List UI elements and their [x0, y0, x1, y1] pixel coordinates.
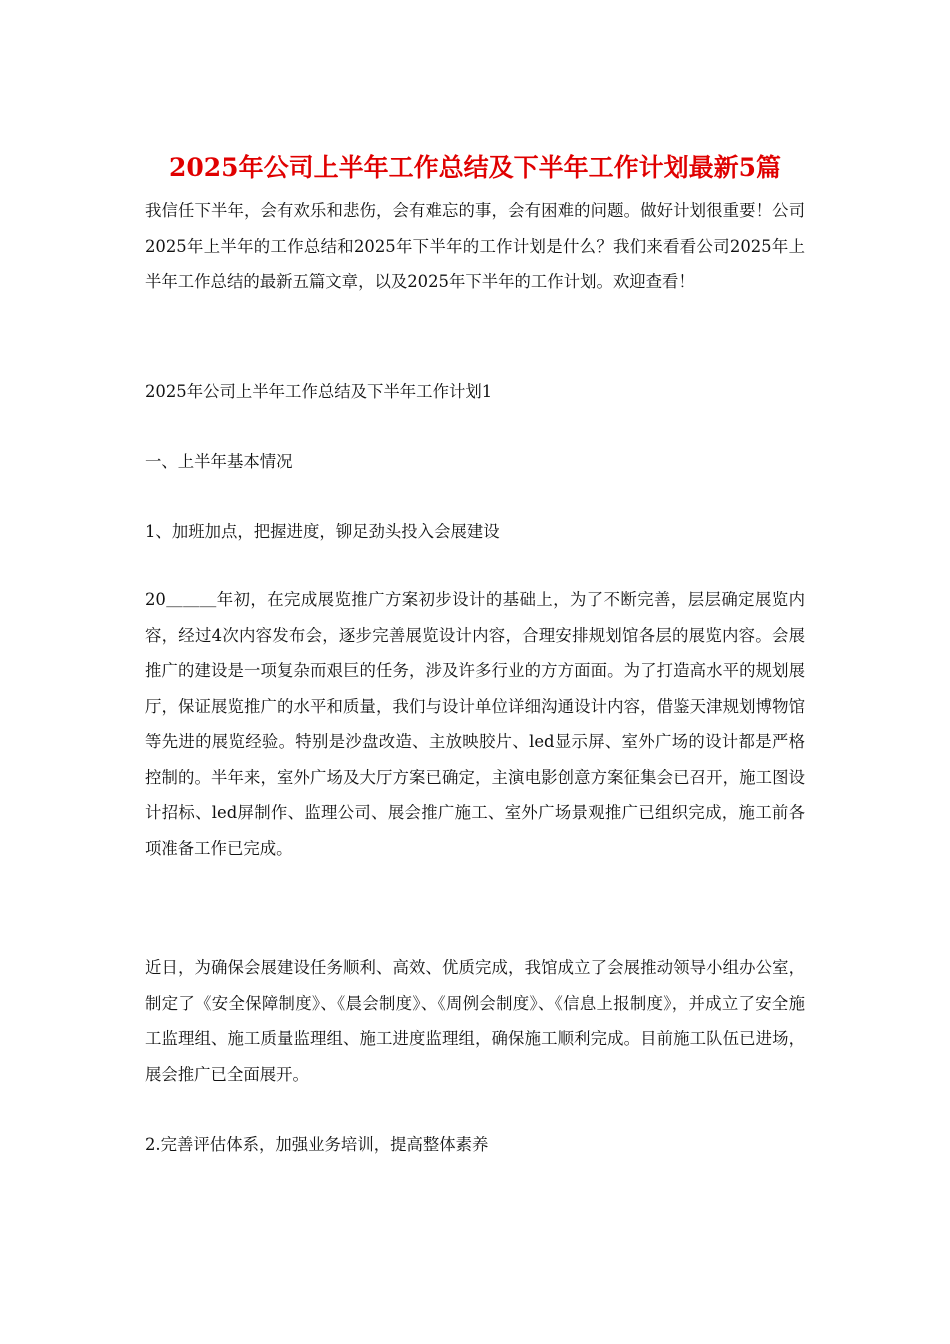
body-paragraph-1: 20＿＿＿年初，在完成展览推广方案初步设计的基础上，为了不断完善，层层确定展览内容，经过4次内容发布会，逐步完善展览设计内容，合理安排规划馆各层的展览内容。会展推广的建设是一项复杂而艰巨的任务，涉及许多行业的方方面面。为了打造高水平的规划展厅，保证展览推广的水平和质量，我们与设计单位详细沟通设计内容，借鉴天津规划博物馆等先进的展览经验。特别是沙盘改造、主放映胶片、led显示屏、室外广场的设计都是严格控制的。半年来，室外广场及大厅方案已确定，主演电影创意方案征集会已召开，施工图设计招标、led屏制作、监理公司、展会推广施工、室外广场景观推广已组织完成，施工前各项准备工作已完成。 [145, 590, 805, 858]
heading-item-2: 2.完善评估体系，加强业务培训，提高整体素养 [145, 1135, 489, 1154]
body-paragraph-2: 近日，为确保会展建设任务顺利、高效、优质完成，我馆成立了会展推动领导小组办公室，制定了《安全保障制度》、《晨会制度》、《周例会制度》、《信息上报制度》，并成立了安全施工监理组、施工质量监理组、施工进度监理组，确保施工顺利完成。目前施工队伍已进场，展会推广已全面展开。 [145, 958, 805, 1084]
document-title: 2025年公司上半年工作总结及下半年工作计划最新5篇 [169, 153, 781, 182]
intro-paragraph: 我信任下半年，会有欢乐和悲伤，会有难忘的事，会有困难的问题。做好计划很重要！公司2025年上半年的工作总结和2025年下半年的工作计划是什么？我们来看看公司2025年上半年工作总结的最新五篇文章，以及2025年下半年的工作计划。欢迎查看！ [145, 201, 805, 291]
heading-basic-situation: 一、上半年基本情况 [145, 452, 293, 471]
heading-item-1: 1、加班加点，把握进度，铆足劲头投入会展建设 [145, 522, 500, 541]
section-title: 2025年公司上半年工作总结及下半年工作计划1 [145, 382, 493, 401]
